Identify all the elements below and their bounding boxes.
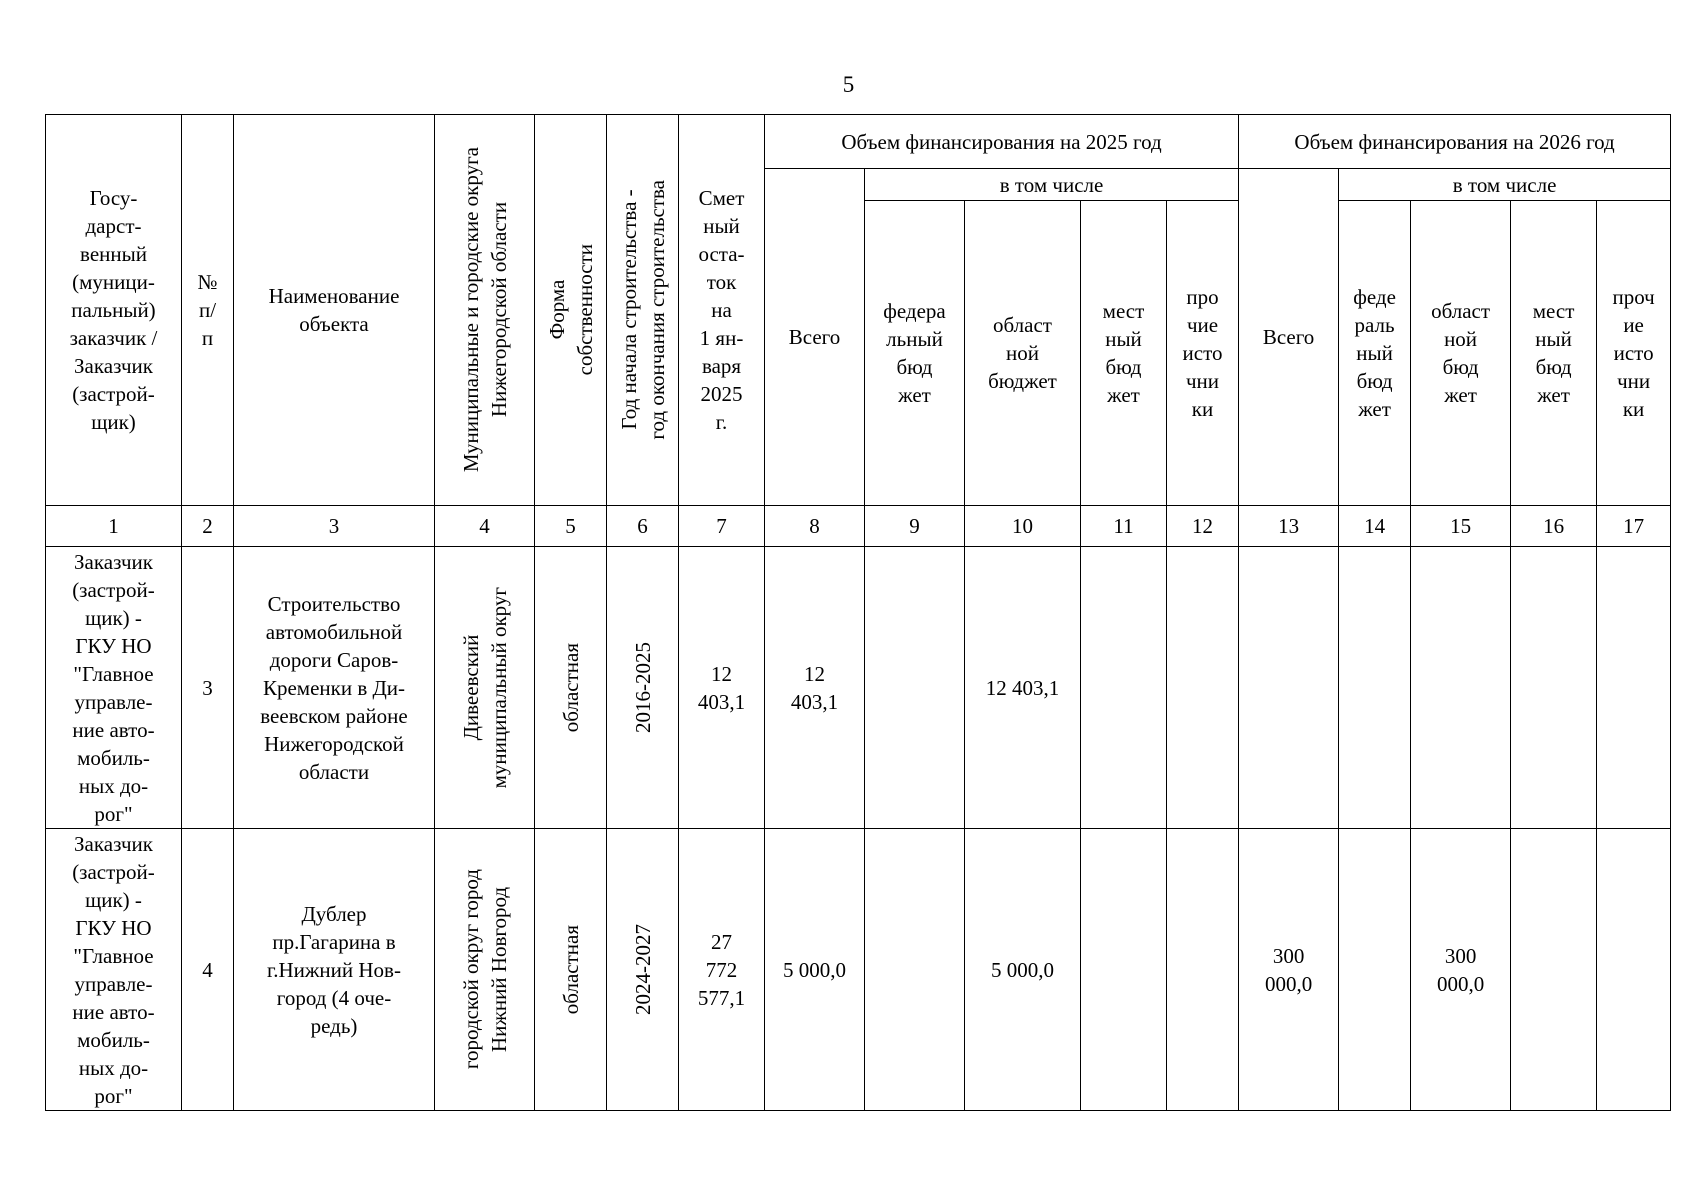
header-reg-2025: област ной бюджет [965,201,1081,506]
row-oth-2025 [1167,829,1239,1111]
row-fed-2026 [1339,829,1411,1111]
row-district-text: Дивеевский муниципальный округ [458,586,511,789]
row-district [435,829,535,1111]
header-number: № п/ п [182,115,234,506]
row-estimate-balance: 27 772 577,1 [679,829,765,1111]
row-years [607,547,679,829]
row-number: 4 [182,829,234,1111]
investment-program-table [45,114,1671,1111]
column-number: 8 [765,506,865,547]
column-number: 12 [1167,506,1239,547]
column-number: 7 [679,506,765,547]
row-total-2026: 300 000,0 [1239,829,1339,1111]
header-reg-2026: област ной бюд жет [1411,201,1511,506]
row-district-text: городской округ город Нижний Новгород [458,869,511,1070]
column-number: 11 [1081,506,1167,547]
header-years [607,115,679,506]
row-years-text: 2016-2025 [630,642,655,733]
column-number: 5 [535,506,607,547]
row-reg-2026 [1411,547,1511,829]
column-number: 16 [1511,506,1597,547]
column-number: 4 [435,506,535,547]
row-object-name: Дублер пр.Гагарина в г.Нижний Нов- город (4 оче- редь) [234,829,435,1111]
header-total-2025: Всего [765,169,865,506]
row-number: 3 [182,547,234,829]
row-object-name: Строительство автомобильной дороги Саров- Кременки в Ди- веевском районе Нижегородской области [234,547,435,829]
row-loc-2026 [1511,829,1597,1111]
column-number: 13 [1239,506,1339,547]
header-funding-2025: Объем финансирования на 2025 год [765,115,1239,169]
header-including-2026: в том числе [1339,169,1671,201]
header-district-text: Муниципальные и городские округа Нижегородской области [458,147,511,473]
table-row [46,829,1671,1111]
row-loc-2025 [1081,547,1167,829]
row-reg-2025: 12 403,1 [965,547,1081,829]
row-ownership [535,829,607,1111]
column-number: 9 [865,506,965,547]
column-number: 17 [1597,506,1671,547]
row-oth-2025 [1167,547,1239,829]
row-ownership-text: областная [558,924,583,1015]
column-number: 15 [1411,506,1511,547]
header-row-1 [46,115,1671,169]
row-fed-2026 [1339,547,1411,829]
row-years-text: 2024-2027 [630,924,655,1015]
column-number: 2 [182,506,234,547]
header-customer: Госу- дарст- венный (муници- пальный) заказчик / Заказчик (застрой- щик) [46,115,182,506]
header-oth-2026: проч ие исто чни ки [1597,201,1671,506]
row-district [435,547,535,829]
column-number: 6 [607,506,679,547]
header-funding-2026: Объем финансирования на 2026 год [1239,115,1671,169]
row-ownership-text: областная [558,642,583,733]
header-years-text: Год начала строительства - год окончания строительства [616,180,669,440]
header-estimate-balance: Смет ный оста- ток на 1 ян- варя 2025 г. [679,115,765,506]
row-total-2025: 5 000,0 [765,829,865,1111]
column-number: 14 [1339,506,1411,547]
column-number-row [46,506,1671,547]
column-number: 1 [46,506,182,547]
row-oth-2026 [1597,547,1671,829]
row-total-2026 [1239,547,1339,829]
row-estimate-balance: 12 403,1 [679,547,765,829]
column-number: 3 [234,506,435,547]
column-number: 10 [965,506,1081,547]
row-years [607,829,679,1111]
header-fed-2025: федера льный бюд жет [865,201,965,506]
row-loc-2025 [1081,829,1167,1111]
header-oth-2025: про чие исто чни ки [1167,201,1239,506]
row-oth-2026 [1597,829,1671,1111]
row-reg-2025: 5 000,0 [965,829,1081,1111]
row-fed-2025 [865,829,965,1111]
header-district [435,115,535,506]
table-row [46,547,1671,829]
header-object-name: Наименование объекта [234,115,435,506]
row-loc-2026 [1511,547,1597,829]
row-customer: Заказчик (застрой- щик) - ГКУ НО "Главное управле- ние авто- мобиль- ных до- рог" [46,829,182,1111]
header-fed-2026: феде раль ный бюд жет [1339,201,1411,506]
row-ownership [535,547,607,829]
header-loc-2025: мест ный бюд жет [1081,201,1167,506]
header-including-2025: в том числе [865,169,1239,201]
header-loc-2026: мест ный бюд жет [1511,201,1597,506]
row-fed-2025 [865,547,965,829]
row-total-2025: 12 403,1 [765,547,865,829]
row-customer: Заказчик (застрой- щик) - ГКУ НО "Главное управле- ние авто- мобиль- ных до- рог" [46,547,182,829]
page-number: 5 [842,72,855,97]
header-ownership-text: Форма собственности [544,244,597,376]
row-reg-2026: 300 000,0 [1411,829,1511,1111]
header-ownership [535,115,607,506]
header-total-2026: Всего [1239,169,1339,506]
